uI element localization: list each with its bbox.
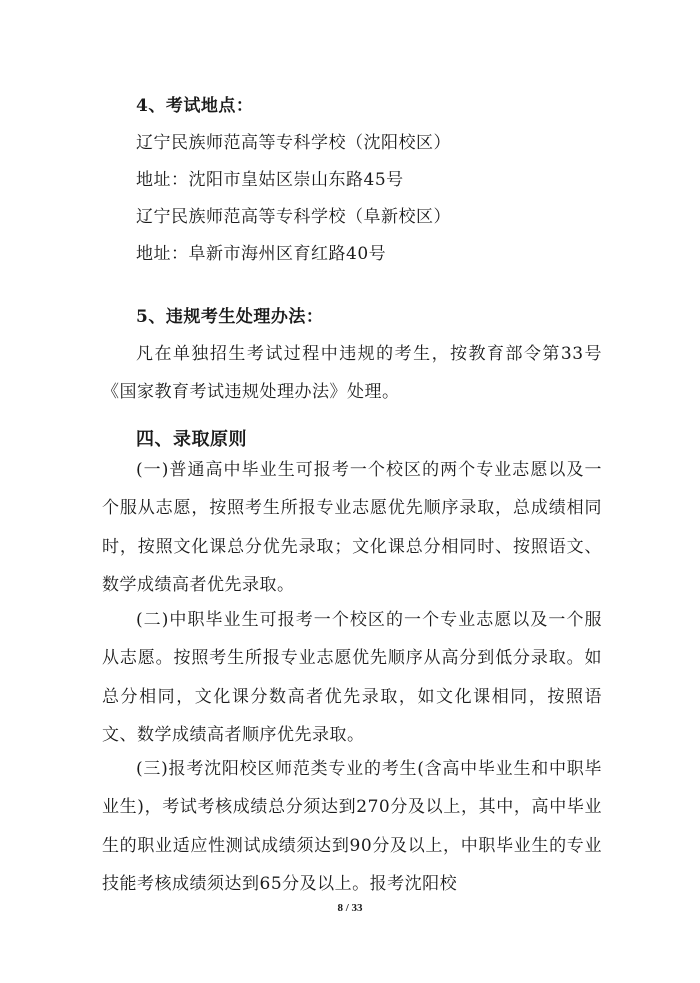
admission-para-2: (二)中职毕业生可报考一个校区的一个专业志愿以及一个服从志愿。按照考生所报专业志愿优先顺序从高分到低分录取。如总分相同，文化课分数高者优先录取，如文化课相同，按照语文、数学成绩高者顺序优先录取。	[102, 610, 602, 746]
campus1-address: 地址：沈阳市皇姑区崇山东路45号	[136, 170, 404, 190]
campus2-address: 地址：阜新市海州区育红路40号	[136, 244, 387, 264]
section5-body: 凡在单独招生考试过程中违规的考生，按教育部令第33号《国家教育考试违规处理办法》处理。	[102, 344, 602, 403]
admission-heading: 四、录取原则	[136, 429, 247, 450]
page-number: 8 / 33	[337, 902, 363, 914]
admission-para-1: (一)普通高中毕业生可报考一个校区的两个专业志愿以及一个服从志愿，按照考生所报专业志愿优先顺序录取，总成绩相同时，按照文化课总分优先录取；文化课总分相同时、按照语文、数学成绩高者优先录取。	[102, 460, 602, 596]
section4-title: 4、考试地点：	[136, 96, 254, 116]
admission-para-3: (三)报考沈阳校区师范类专业的考生(含高中毕业生和中职毕业生)，考试考核成绩总分须达到270分及以上，其中，高中毕业生的职业适应性测试成绩须达到90分及以上，中职毕业生的专业技能考核成绩须达到65分及以上。报考沈阳校	[102, 759, 602, 895]
campus2-name: 辽宁民族师范高等专科学校（阜新校区）	[136, 207, 451, 227]
section5-title: 5、违规考生处理办法：	[136, 307, 324, 327]
campus1-name: 辽宁民族师范高等专科学校（沈阳校区）	[136, 133, 451, 153]
